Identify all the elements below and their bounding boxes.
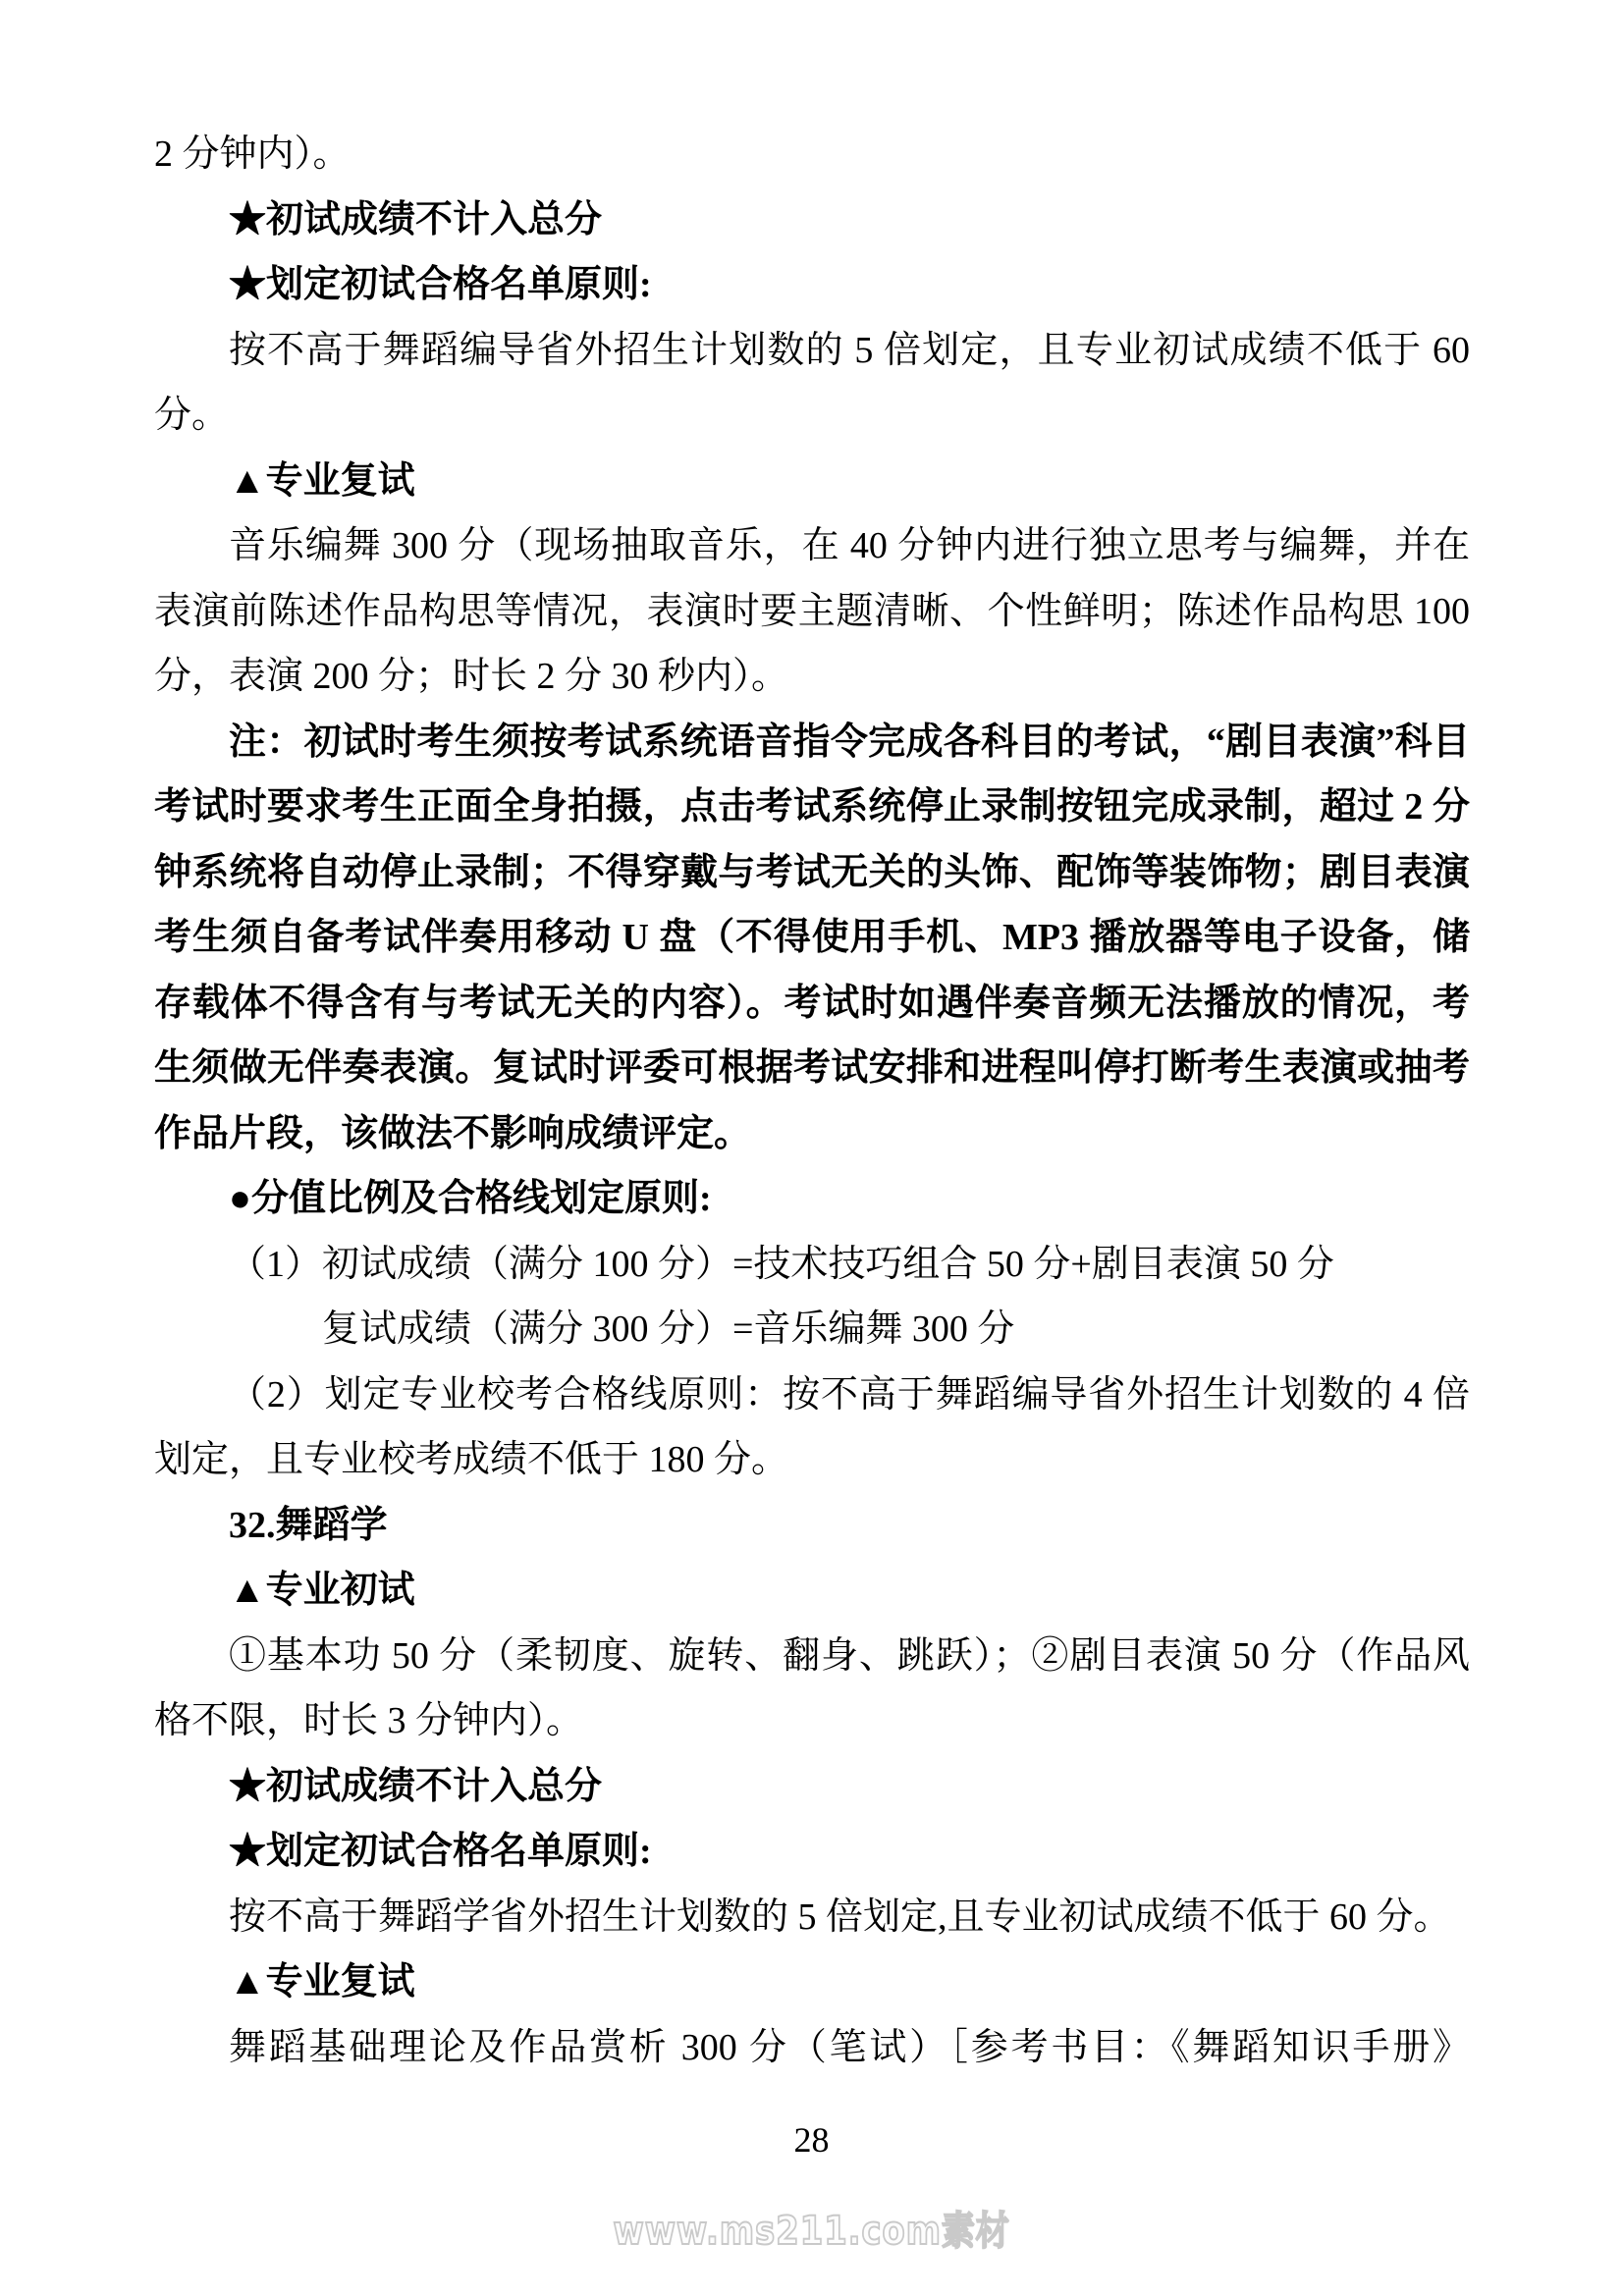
page-number: 28 [793, 2120, 830, 2160]
heading-major-initial-test: ▲专业初试 [229, 1570, 415, 1611]
p-exam-note: 注：初试时考生须按考试系统语音指令完成各科目的考试，“剧目表演”科目考试时要求考生正面全身拍摄，点击考试系统停止录制按钮完成录制，超过 2 分钟系统将自动停止录制；不得穿戴与考试无关的头饰、配饰等装饰物；剧目表演考生须自备考试伴奏用移动 U 盘（不得使用手机、MP3 播放器等电子设备，储存载体不得含有与考试无关的内容）。考试时如遇伴奏音频无法播放的情况，考生须做无伴奏表演。复试时评委可根据考试安排和进程叫停打断考生表演或抽考作品片段，该做法不影响成绩评定。 [154, 721, 1470, 1154]
watermark: www.ms211.com素材 [613, 2209, 1010, 2254]
heading-initial-passlist-rule-2: ★划定初试合格名单原则: [229, 1831, 652, 1872]
heading-section-32-dance-studies: 32.舞蹈学 [229, 1504, 388, 1546]
document-body [154, 122, 1470, 2080]
heading-initial-score-note-2: ★初试成绩不计入总分 [229, 1765, 603, 1807]
p-initial-test-items: ①基本功 50 分（柔韧度、旋转、翻身、跳跃）；②剧目表演 50 分（作品风格不限，时长 3 分钟内）。 [154, 1634, 1470, 1741]
p-passlist-criteria-choreography: 按不高于舞蹈编导省外招生计划数的 5 倍划定，且专业初试成绩不低于 60 分。 [154, 329, 1470, 436]
p-passlist-criteria-dance-studies: 按不高于舞蹈学省外招生计划数的 5 倍划定,且专业初试成绩不低于 60 分。 [229, 1896, 1451, 1938]
heading-major-retest: ▲专业复试 [229, 459, 415, 502]
p-continued-duration: 2 分钟内）。 [154, 133, 351, 175]
heading-initial-score-note: ★初试成绩不计入总分 [229, 198, 603, 240]
p-passline-rule: （2）划定专业校考合格线原则：按不高于舞蹈编导省外招生计划数的 4 倍划定，且专业校考成绩不低于 180 分。 [154, 1373, 1470, 1480]
p-score-formula-initial: （1）初试成绩（满分 100 分）=技术技巧组合 50 分+剧目表演 50 分 [229, 1243, 1334, 1285]
heading-major-retest-2: ▲专业复试 [229, 1961, 415, 2002]
p-music-choreography-exam: 音乐编舞 300 分（现场抽取音乐，在 40 分钟内进行独立思考与编舞，并在表演前陈述作品构思等情况，表演时要主题清晰、个性鲜明；陈述作品构思 100 分，表演 200 分；时长 2 分 30 秒内）。 [154, 525, 1470, 697]
heading-score-ratio-rule: ●分值比例及合格线划定原则: [229, 1178, 712, 1219]
heading-initial-passlist-rule: ★划定初试合格名单原则: [229, 264, 652, 305]
p-retest-written-exam: 舞蹈基础理论及作品赏析 300 分（笔试）［参考书目：《舞蹈知识手册》 [229, 2026, 1470, 2068]
p-score-formula-retest: 复试成绩（满分 300 分）=音乐编舞 300 分 [322, 1308, 1015, 1350]
